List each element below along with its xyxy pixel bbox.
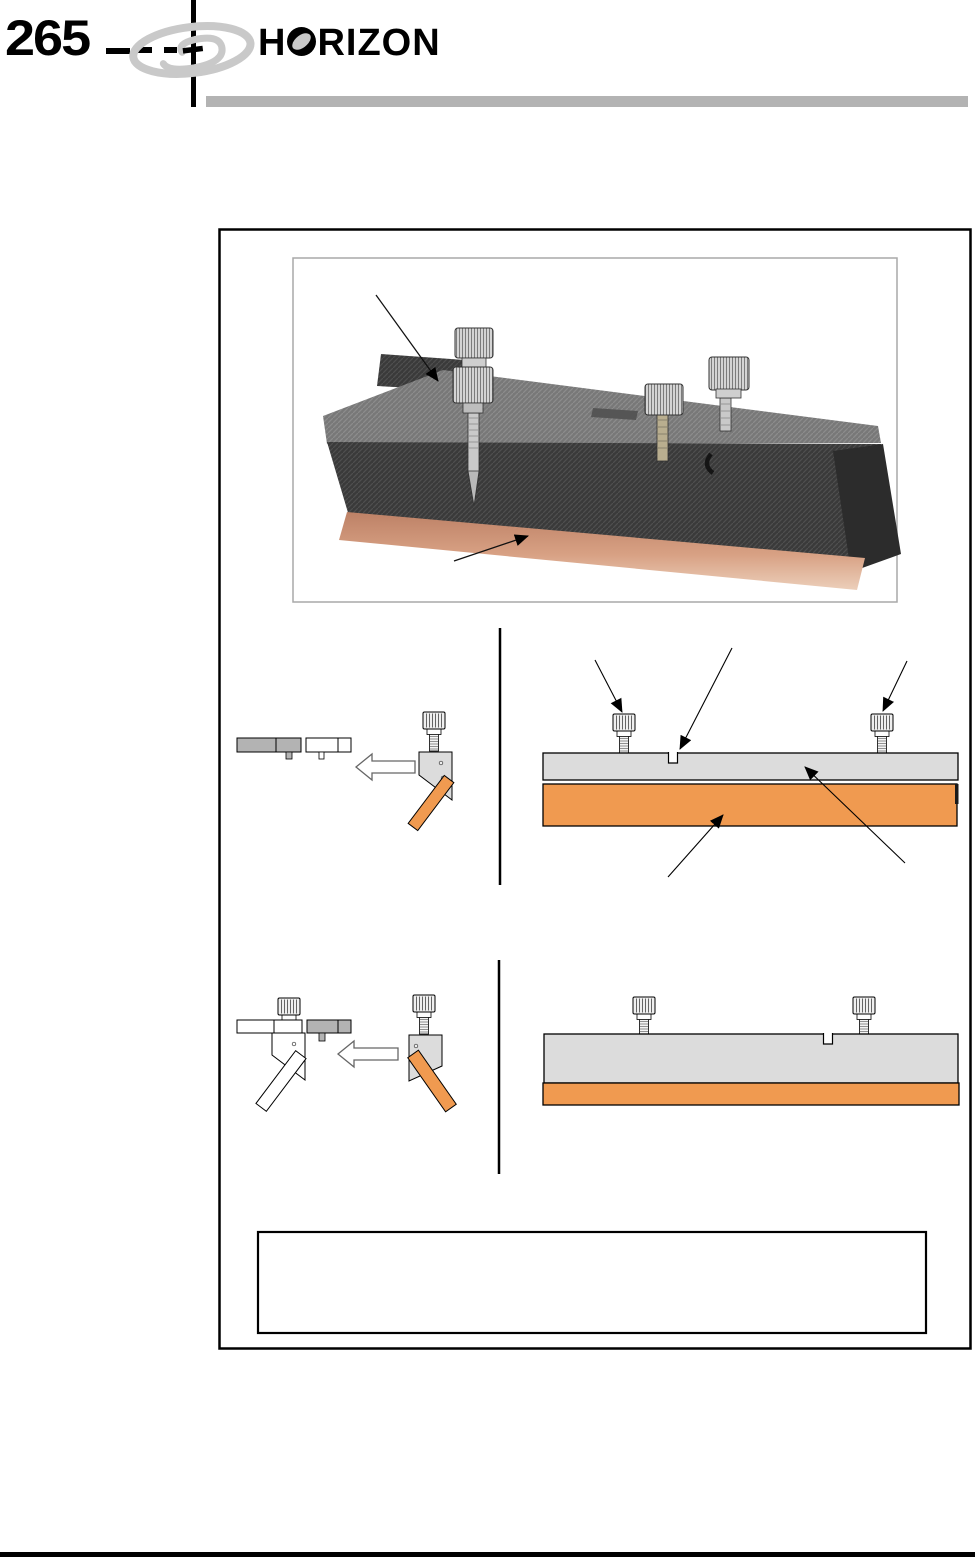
- brand-letter-h: H: [258, 22, 287, 64]
- thumbscrew-icon: [413, 995, 435, 1034]
- arrow-left-thumbscrew: [595, 660, 622, 712]
- blade-orange-bar: [543, 1083, 959, 1105]
- exploded-view-top: [237, 712, 454, 831]
- blade-orange-bar: [543, 784, 957, 826]
- thumbscrew-icon: [871, 714, 893, 753]
- thumbscrew-icon: [613, 714, 635, 753]
- hollow-left-arrow-icon: [356, 754, 415, 780]
- header-horizontal-rule: [206, 96, 968, 107]
- product-photo: [293, 258, 901, 602]
- brand-letters-rest: RIZON: [317, 22, 441, 64]
- page-bottom-rule: [0, 1552, 975, 1557]
- thumbscrew-icon: [423, 712, 445, 751]
- thumbscrew-icon: [853, 997, 875, 1036]
- holder-bar: [544, 1034, 958, 1083]
- arrow-notch: [680, 648, 732, 749]
- holder-bar: [543, 753, 958, 780]
- brand-stylized-o-icon: [287, 27, 316, 56]
- note-box: [258, 1232, 926, 1333]
- assembled-view-top: [543, 648, 959, 877]
- hollow-left-arrow-icon: [338, 1041, 398, 1067]
- exploded-view-bottom: [237, 995, 456, 1112]
- page-number: 265: [5, 10, 90, 67]
- swirl-logo-icon: [126, 20, 258, 82]
- brand-logo: [258, 22, 441, 65]
- figure-panel: [218, 228, 972, 1350]
- arrow-right-thumbscrew: [883, 661, 907, 711]
- thumbscrew-icon: [633, 997, 655, 1036]
- assembled-view-bottom: [543, 997, 959, 1105]
